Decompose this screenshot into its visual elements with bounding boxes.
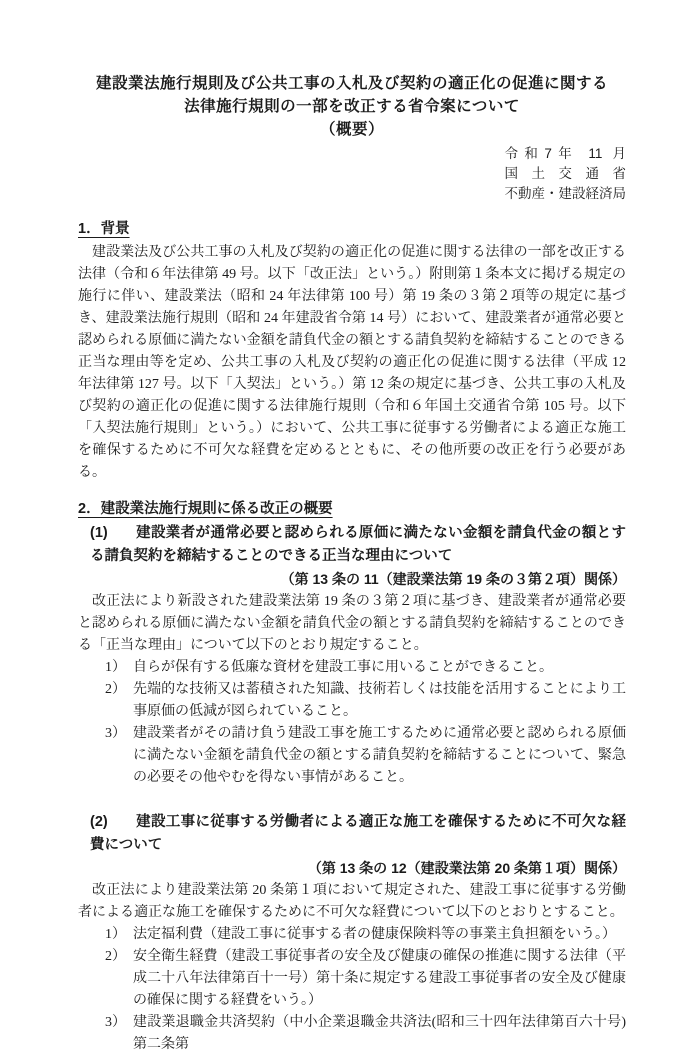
list-item: [105, 1012, 626, 1056]
title-line-1: 建設業法施行規則及び公共工事の入札及び契約の適正化の促進に関する: [95, 75, 608, 92]
subsection1-list: [105, 657, 626, 789]
subsection2-paragraph: 改正法により建設業法第 20 条第１項において規定された、建設工事に従事する労働者による適正な施工を確保するために不可欠な経費について以下のとおりとすること。: [78, 883, 626, 920]
subsection1-heading: [90, 522, 626, 568]
subsection2-heading-text: 建設工事に従事する労働者による適正な施工を確保するために不可欠な経費について: [90, 814, 626, 853]
title-line-2: 法律施行規則の一部を改正する省令案について: [184, 98, 520, 115]
section1-heading: 1．背景: [78, 221, 130, 237]
list-item-text: 建設業者がその請け負う建設工事を施工するために通常必要と認められる原価に満たない金額を請負代金の額とする請負契約を締結することについて、緊急の必要その他やむを得ない事情があること。: [133, 726, 626, 785]
document-title: [78, 72, 626, 141]
subsection2-list: [105, 924, 626, 1056]
subsection1-label: (1): [90, 525, 108, 541]
vertical-spacer: [78, 789, 626, 809]
list-item-text: 安全衛生経費（建設工事従事者の安全及び健康の確保の推進に関する法律（平成二十八年法律第百十一号）第十条に規定する建設工事従事者の安全及び健康の確保に関する経費をいう。）: [133, 949, 626, 1008]
section1-paragraph: 建設業法及び公共工事の入札及び契約の適正化の促進に関する法律の一部を改正する法律（令和６年法律第 49 号。以下「改正法」という。）附則第１条本文に掲げる規定の施行に伴い、建設業法（昭和 24 年法律第 100 号）第 19 条の３第２項等の規定に基づき、建設業法施行規則（昭和 24 年建設省令第 14 号）において、建設業者が通常必要と認められる原価に満たない金額を請負代金の額とする請負契約を締結することのできる正当な理由等を定め、公共工事の入札及び契約の適正化の促進に関する法律（平成 12 年法律第 127 号。以下「入契法」という。）第 12 条の規定に基づき、公共工事の入札及び契約の適正化の促進に関する法律施行規則（令和６年国土交通省令第 105 号。以下「入契法施行規則」という。）において、公共工事に従事する労働者による適正な施工を確保するために不可欠な経費を定めるとともに、その他所要の改正を行う必要がある。: [78, 245, 626, 480]
list-item: [105, 679, 626, 723]
title-line-3: （概要）: [319, 121, 384, 138]
list-item-number: 2）: [105, 949, 126, 964]
subsection-1: [78, 522, 626, 789]
list-item-text: 建設業退職金共済契約（中小企業退職金共済法(昭和三十四年法律第百六十号)第二条第: [133, 1015, 626, 1052]
list-item-number: 2）: [105, 682, 126, 697]
section-overview: [78, 498, 626, 1056]
list-item: [105, 946, 626, 1012]
subsection2-label: (2): [90, 814, 108, 830]
list-item-number: 3）: [105, 726, 126, 741]
list-item-text: 先端的な技術又は蓄積された知識、技術若しくは技能を活用することにより工事原価の低減が図られていること。: [133, 682, 626, 719]
issue-date: 令和7年 11 月: [504, 146, 626, 161]
subsection1-relation: （第 13 条の 11（建設業法第 19 条の３第２項）関係）: [280, 571, 626, 587]
subsection-2: [78, 811, 626, 1056]
list-item-text: 自らが保有する低廉な資材を建設工事に用いることができること。: [133, 660, 553, 675]
section2-heading: 2．建設業法施行規則に係る改正の概要: [78, 501, 333, 517]
list-item-number: 1）: [105, 927, 126, 942]
ministry-name: 国土交通省: [504, 166, 626, 181]
subsection2-heading: [90, 811, 626, 857]
list-item-number: 1）: [105, 660, 126, 675]
issuer-block: [78, 144, 626, 204]
list-item: [105, 924, 626, 946]
bureau-name: 不動産・建設経済局: [504, 186, 626, 201]
list-item: [105, 657, 626, 679]
subsection1-heading-text: 建設業者が通常必要と認められる原価に満たない金額を請負代金の額とする請負契約を締結することのできる正当な理由について: [90, 525, 626, 564]
list-item: [105, 723, 626, 789]
subsection2-relation: （第 13 条の 12（建設業法第 20 条第１項）関係）: [307, 860, 626, 876]
list-item-number: 3）: [105, 1015, 126, 1030]
section-background: [78, 218, 626, 484]
list-item-text: 法定福利費（建設工事に従事する者の健康保険料等の事業主負担額をいう。）: [133, 927, 616, 942]
subsection1-paragraph: 改正法により新設された建設業法第 19 条の３第２項に基づき、建設業者が通常必要と認められる原価に満たない金額を請負代金の額とする請負契約を締結することのできる「正当な理由」について以下のとおり規定すること。: [78, 594, 626, 653]
